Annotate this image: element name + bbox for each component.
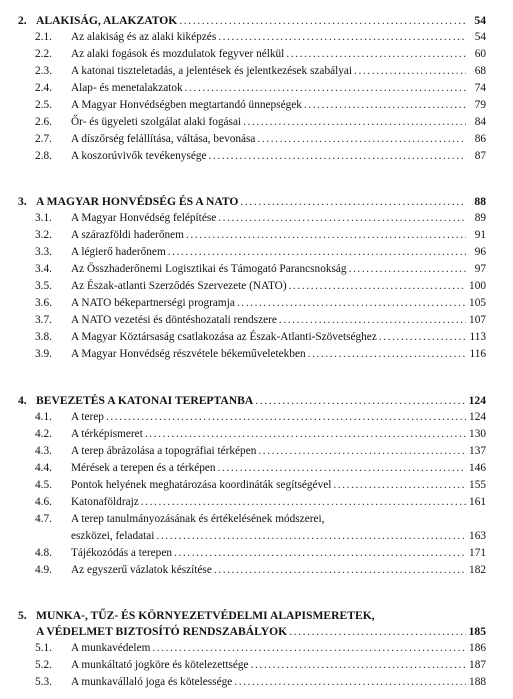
entry-title: A térképismeret [71,428,143,440]
leader-dots [255,394,466,407]
page-number: 68 [474,65,486,77]
entry-title: A munkavédelem [71,642,151,654]
entry-number: 2.6. [35,116,52,128]
toc-entry [18,280,486,296]
page-number: 74 [474,82,486,94]
entry-title: A koszorúvivők tevékenysége [71,150,207,162]
toc-entry [18,65,486,81]
leader-dots [243,116,466,128]
entry-title: Tájékozódás a terepen [71,547,172,559]
page-number: 186 [469,642,486,654]
leader-dots [145,428,466,440]
toc-entry [18,150,486,166]
page-number: 105 [469,297,486,309]
entry-number: 3.7. [35,314,52,326]
leader-dots [106,411,466,423]
page-number: 188 [469,676,486,688]
entry-number: 3.6. [35,297,52,309]
toc-entry [18,479,486,495]
entry-title: A Magyar Honvédség részvétele békeműveletekben [71,348,306,360]
entry-title: A légierő haderőnem [71,246,166,258]
entry-number: 3.9. [35,348,52,360]
chapter-heading [18,195,486,211]
entry-number: 2.7. [35,133,52,145]
entry-title: A terep tanulmányozásának és értékelésének módszerei, [71,513,325,525]
toc-entry [18,31,486,47]
entry-number: 4.6. [35,496,52,508]
chapter-number: 4. [18,394,27,407]
toc-entry [18,212,486,228]
toc-entry [18,348,486,364]
entry-title: Katonaföldrajz [71,496,139,508]
page-number: 187 [469,659,486,671]
leader-dots [333,479,466,491]
page-number: 97 [474,263,486,275]
page-number: 107 [469,314,486,326]
toc-entry [18,411,486,427]
leader-dots [304,99,466,111]
toc-entry [18,133,486,149]
chapter-title: BEVEZETÉS A KATONAI TEREPTANBA [36,394,254,407]
leader-dots [168,246,466,258]
toc-entry [18,642,486,658]
page-number: 84 [474,116,486,128]
leader-dots [156,530,466,542]
entry-title: Őr- és ügyeleti szolgálat alaki fogásai [71,116,242,128]
page-number: 54 [474,31,486,43]
toc-entry [18,314,486,330]
page-number: 54 [474,14,486,27]
leader-dots [209,150,466,162]
page-number: 88 [474,195,486,208]
entry-number: 3.3. [35,246,52,258]
toc-entry [18,99,486,115]
page-number: 161 [469,496,486,508]
entry-number: 5.3. [35,676,52,688]
leader-dots [289,280,466,292]
entry-number: 2.3. [35,65,52,77]
page-number: 124 [468,394,486,407]
leader-dots [308,348,466,360]
page-number: 89 [474,212,486,224]
entry-number: 4.5. [35,479,52,491]
toc-entry [18,263,486,279]
leader-dots [214,564,466,576]
entry-title: A katonai tiszteletadás, a jelentések és jelentkezések szabályai [71,65,353,77]
leader-dots [251,659,466,671]
entry-title: Az Észak-atlanti Szerződés Szervezete (NATO) [71,280,287,292]
page-number: 60 [474,48,486,60]
leader-dots [258,445,466,457]
leader-dots [237,297,466,309]
toc-entry [18,229,486,245]
page-number: 87 [474,150,486,162]
page-number: 116 [469,348,486,360]
chapter-heading [18,394,486,410]
entry-number: 3.8. [35,331,52,343]
leader-dots [141,496,466,508]
page-number: 163 [469,530,486,542]
entry-number: 2.5. [35,99,52,111]
entry-title: Mérések a terepen és a térképen [71,462,216,474]
entry-number: 2.8. [35,150,52,162]
page-number: 185 [468,625,486,638]
entry-number: 4.1. [35,411,52,423]
entry-number: 4.3. [35,445,52,457]
chapter-title: MUNKA-, TŰZ- ÉS KÖRNYEZETVÉDELMI ALAPISMERETEK, [36,609,375,622]
entry-number: 4.8. [35,547,52,559]
entry-title: A NATO békepartnerségi programja [71,297,235,309]
entry-title: A Magyar Honvédségben megtartandó ünnepségek [71,99,302,111]
entry-title: A terep ábrázolása a topográfiai térképen [71,445,257,457]
toc-entry [18,428,486,444]
page-number: 146 [469,462,486,474]
leader-dots [185,82,466,94]
chapter-number: 3. [18,195,27,208]
page-number: 79 [474,99,486,111]
entry-title: Az alakiság és az alaki kiképzés [71,31,217,43]
page-number: 86 [474,133,486,145]
toc-entry [18,564,486,580]
chapter-number: 2. [18,14,27,27]
entry-title: A díszőrség felállítása, váltása, bevonása [71,133,256,145]
page-number: 100 [469,280,486,292]
toc-entry-continued [18,530,486,546]
toc-entry [18,513,486,529]
chapter-heading [18,609,486,625]
leader-dots [354,65,466,77]
toc-entry [18,462,486,478]
entry-number: 3.2. [35,229,52,241]
page-number: 124 [469,411,486,423]
entry-number: 3.5. [35,280,52,292]
leader-dots [257,133,466,145]
entry-title: A Magyar Honvédség felépítése [71,212,217,224]
page-number: 130 [469,428,486,440]
toc-entry [18,445,486,461]
leader-dots [349,263,466,275]
leader-dots [218,462,466,474]
entry-number: 4.4. [35,462,52,474]
entry-number: 3.1. [35,212,52,224]
page-number: 113 [469,331,486,343]
leader-dots [289,625,466,638]
toc-entry [18,116,486,132]
entry-title: eszközei, feladatai [71,530,155,542]
entry-number: 4.7. [35,513,52,525]
entry-title: Az Összhaderőnemi Logisztikai és Támogató Parancsnokság [71,263,347,275]
toc-entry [18,48,486,64]
toc-entry [18,246,486,262]
leader-dots [240,195,466,208]
leader-dots [218,31,466,43]
chapter-title: A MAGYAR HONVÉDSÉG ÉS A NATO [36,195,239,208]
leader-dots [286,48,466,60]
entry-title: A munkavállaló joga és kötelessége [71,676,233,688]
entry-title: A munkáltató jogköre és kötelezettsége [71,659,249,671]
entry-number: 4.2. [35,428,52,440]
entry-title: Alap- és menetalakzatok [71,82,183,94]
entry-number: 4.9. [35,564,52,576]
toc-entry [18,297,486,313]
leader-dots [279,314,466,326]
leader-dots [174,547,466,559]
page-number: 155 [469,479,486,491]
entry-title: Az alaki fogások és mozdulatok fegyver nélkül [71,48,285,60]
entry-number: 2.4. [35,82,52,94]
entry-number: 2.2. [35,48,52,60]
entry-title: A terep [71,411,104,423]
leader-dots [218,212,466,224]
entry-title: A NATO vezetési és döntéshozatali rendszere [71,314,277,326]
chapter-number: 5. [18,609,27,622]
leader-dots [186,229,466,241]
entry-number: 5.1. [35,642,52,654]
entry-number: 5.2. [35,659,52,671]
entry-title: A Magyar Köztársaság csatlakozása az Észak-Atlanti-Szövetséghez [71,331,377,343]
page-number: 91 [474,229,486,241]
toc-entry [18,82,486,98]
page-number: 171 [469,547,486,559]
page-number: 182 [469,564,486,576]
leader-dots [234,676,466,688]
chapter-heading-continued [18,625,486,641]
entry-title: Pontok helyének meghatározása koordináták segítségével [71,479,332,491]
toc-entry [18,659,486,675]
toc-entry [18,331,486,347]
chapter-title: ALAKISÁG, ALAKZATOK [36,14,178,27]
entry-title: A szárazföldi haderőnem [71,229,184,241]
toc-entry [18,547,486,563]
entry-number: 3.4. [35,263,52,275]
toc-entry [18,496,486,512]
toc-entry [18,676,486,692]
leader-dots [152,642,466,654]
leader-dots [179,14,466,27]
chapter-heading [18,14,486,30]
leader-dots [379,331,466,343]
page-number: 137 [469,445,486,457]
entry-number: 2.1. [35,31,52,43]
entry-title: Az egyszerű vázlatok készítése [71,564,212,576]
page-number: 96 [474,246,486,258]
chapter-title: A VÉDELMET BIZTOSÍTÓ RENDSZABÁLYOK [36,625,288,638]
